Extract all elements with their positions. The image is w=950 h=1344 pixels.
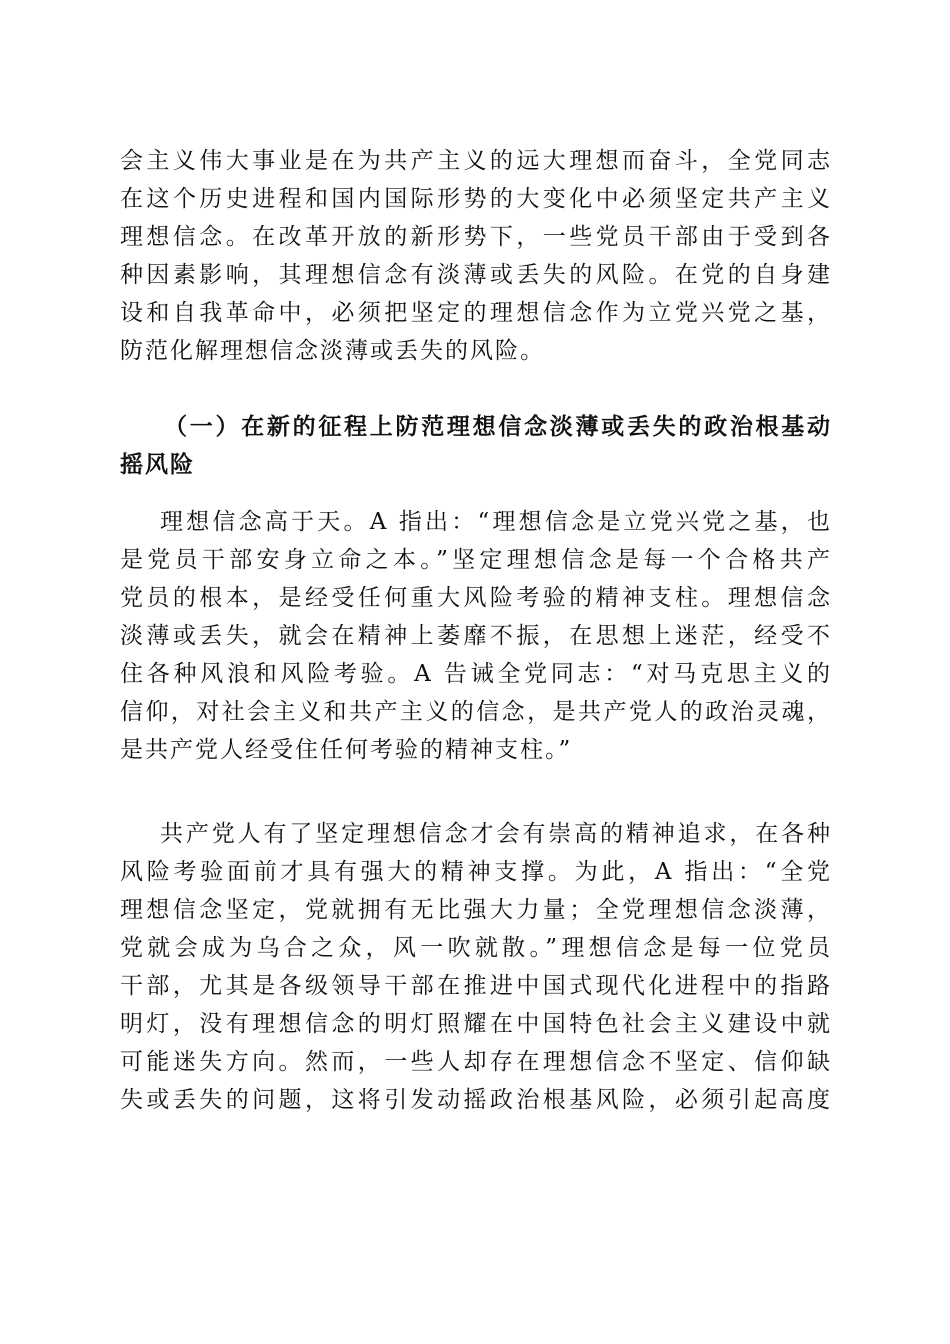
paragraph-2 [120,815,832,1119]
paragraph-1 [120,503,832,769]
text-line: 明灯，没有理想信念的明灯照耀在中国特色社会主义建设中就 [120,1011,832,1037]
text-line: 会主义伟大事业是在为共产主义的远大理想而奋斗，全党同志 [120,148,832,174]
text-line: 信仰，对社会主义和共产主义的信念，是共产党人的政治灵魂， [120,699,832,725]
heading-line: 摇风险 [120,451,195,478]
text-line: 是共产党人经受住任何考验的精神支柱。” [120,737,573,763]
text-line: 党员的根本，是经受任何重大风险考验的精神支柱。理想信念 [120,585,832,611]
text-line: 风险考验面前才具有强大的精神支撑。为此，A 指出：“全党 [120,859,832,885]
text-line: 共产党人有了坚定理想信念才会有崇高的精神追求，在各种 [160,821,832,847]
text-line: 种因素影响，其理想信念有淡薄或丢失的风险。在党的自身建 [120,262,832,288]
text-line: 失或丢失的问题，这将引发动摇政治根基风险，必须引起高度 [120,1087,832,1113]
text-line: 淡薄或丢失，就会在精神上萎靡不振，在思想上迷茫，经受不 [120,623,832,649]
text-line: 党就会成为乌合之众，风一吹就散。”理想信念是每一位党员 [120,935,832,961]
text-line: 防范化解理想信念淡薄或丢失的风险。 [120,338,545,364]
heading-line: （一）在新的征程上防范理想信念淡薄或丢失的政治根基动 [164,413,832,440]
text-line: 设和自我革命中，必须把坚定的理想信念作为立党兴党之基， [120,300,832,326]
text-line: 干部，尤其是各级领导干部在推进中国式现代化进程中的指路 [120,973,832,999]
text-line: 理想信念。在改革开放的新形势下，一些党员干部由于受到各 [120,224,832,250]
text-line: 在这个历史进程和国内国际形势的大变化中必须坚定共产主义 [120,186,832,212]
section-heading [120,408,832,484]
text-line: 理想信念坚定，党就拥有无比强大力量；全党理想信念淡薄， [120,897,832,923]
text-line: 是党员干部安身立命之本。”坚定理想信念是每一个合格共产 [120,547,832,573]
paragraph-intro [120,142,832,370]
text-line: 可能迷失方向。然而，一些人却存在理想信念不坚定、信仰缺 [120,1049,832,1075]
text-line: 住各种风浪和风险考验。A 告诫全党同志：“对马克思主义的 [120,661,832,687]
text-line: 理想信念高于天。A 指出：“理想信念是立党兴党之基，也 [160,509,832,535]
